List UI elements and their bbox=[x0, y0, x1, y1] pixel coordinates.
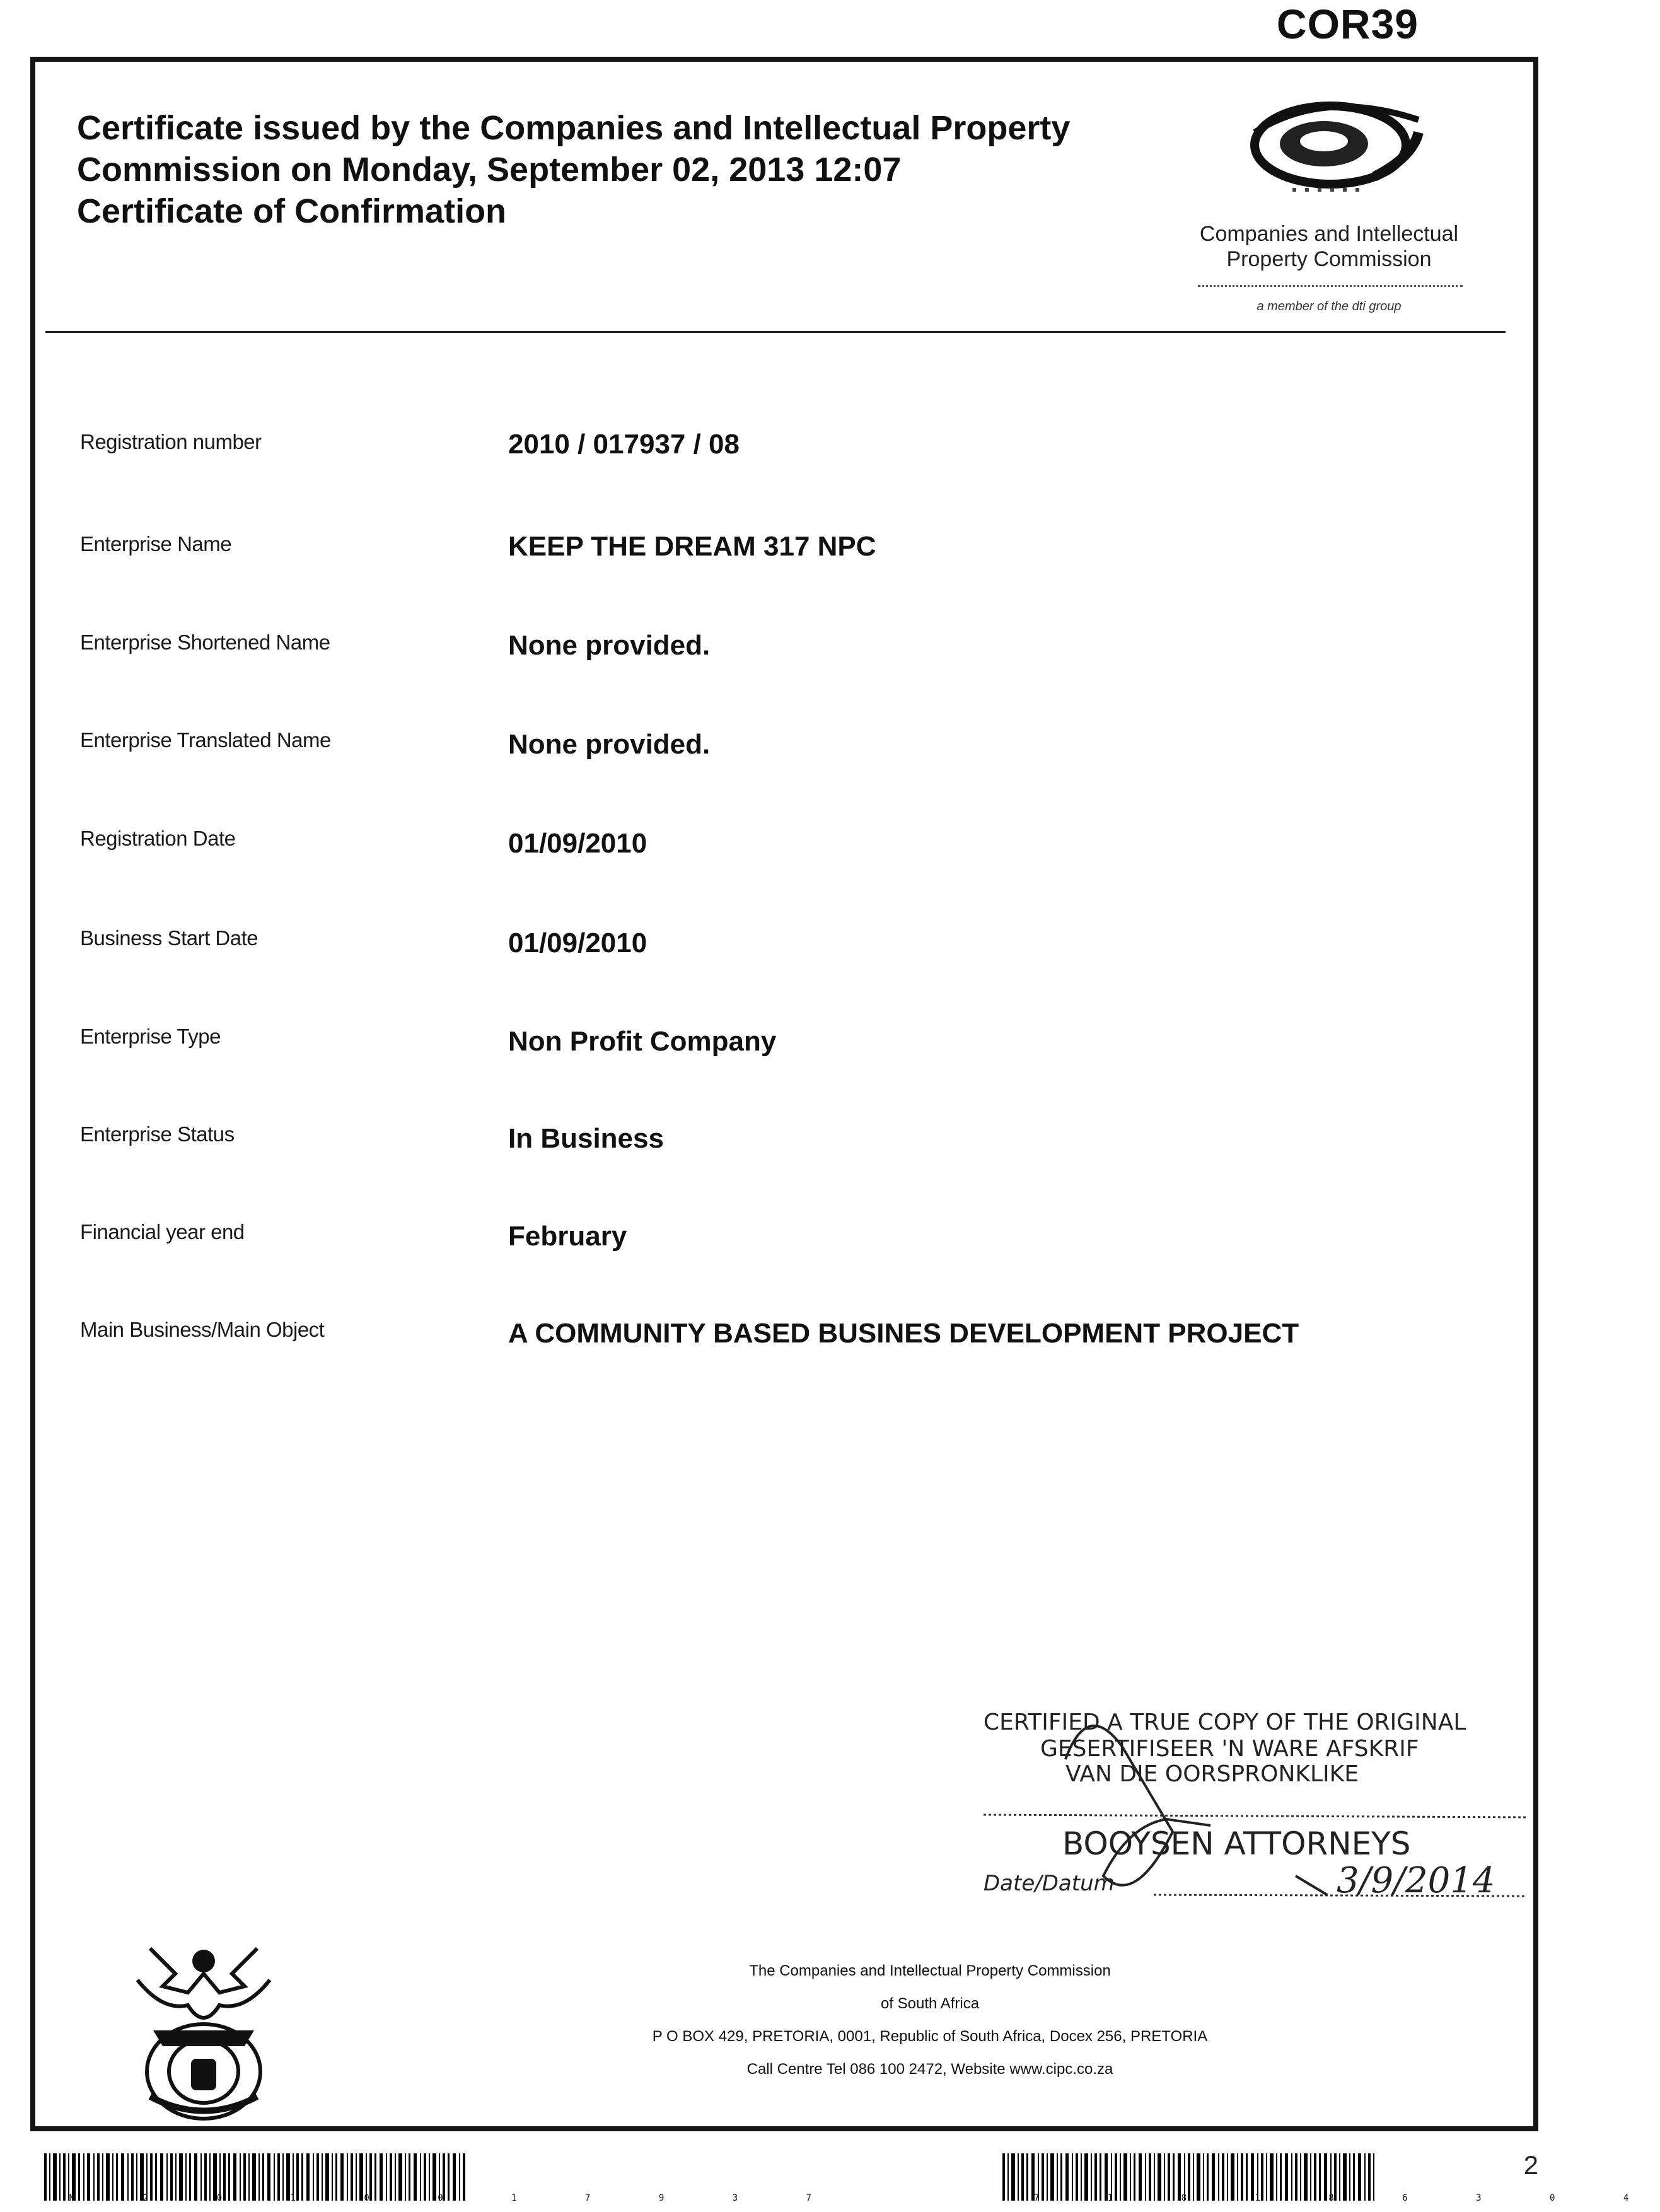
field-value-enterprise-status: In Business bbox=[508, 1123, 664, 1154]
footer-line-4: Call Centre Tel 086 100 2472, Website www.cipc.co.za bbox=[746, 2061, 1113, 2078]
field-label-enterprise-translated-name: Enterprise Translated Name bbox=[80, 728, 331, 752]
logo-divider bbox=[1198, 285, 1463, 287]
footer-line-1: The Companies and Intellectual Property Commission bbox=[749, 1962, 1111, 1979]
field-label-enterprise-type: Enterprise Type bbox=[80, 1025, 221, 1048]
stamp-line-2: GESERTIFISEER 'N WARE AFSKRIF bbox=[1040, 1736, 1419, 1762]
field-value-enterprise-type: Non Profit Company bbox=[508, 1026, 777, 1057]
field-label-financial-year-end: Financial year end bbox=[80, 1220, 245, 1243]
field-label-registration-number: Registration number bbox=[80, 430, 262, 453]
header-title-line-1: Certificate issued by the Companies and Intellectual Property bbox=[77, 109, 1071, 147]
coat-of-arms-icon bbox=[125, 1936, 282, 2125]
field-value-enterprise-shortened-name: None provided. bbox=[508, 630, 711, 661]
stamp-line-3: VAN DIE OORSPRONKLIKE bbox=[1065, 1761, 1359, 1787]
field-label-enterprise-status: Enterprise Status bbox=[80, 1122, 235, 1146]
header-divider bbox=[45, 331, 1506, 333]
left-barcode-digits: M 2 0 1 0 0 1 7 9 3 7 bbox=[69, 2193, 844, 2203]
footer-line-2: of South Africa bbox=[880, 1995, 980, 2012]
footer-line-3: P O BOX 429, PRETORIA, 0001, Republic of South Africa, Docex 256, PRETORIA bbox=[652, 2028, 1208, 2045]
field-value-financial-year-end: February bbox=[508, 1221, 627, 1252]
field-label-registration-date: Registration Date bbox=[80, 827, 236, 850]
logo-tagline: a member of the dti group bbox=[1257, 300, 1402, 313]
field-value-registration-date: 01/09/2010 bbox=[508, 828, 647, 859]
field-label-business-start-date: Business Start Date bbox=[80, 926, 258, 950]
field-value-enterprise-name: KEEP THE DREAM 317 NPC bbox=[508, 531, 876, 562]
page-number: 2 bbox=[1523, 2150, 1538, 2180]
certification-stamp bbox=[984, 1699, 1526, 1907]
stamp-firm-name: BOOYSEN ATTORNEYS bbox=[1062, 1825, 1411, 1862]
stamp-line-1: CERTIFIED A TRUE COPY OF THE ORIGINAL bbox=[984, 1709, 1466, 1735]
form-code: COR39 bbox=[1276, 1, 1419, 47]
logo-text-line-2: Property Commission bbox=[1226, 247, 1432, 271]
field-value-enterprise-translated-name: None provided. bbox=[508, 729, 711, 760]
stamp-handwritten-date: 3/9/2014 bbox=[1337, 1860, 1495, 1901]
field-value-registration-number: 2010 / 017937 / 08 bbox=[508, 429, 740, 460]
right-barcode-digits: 7 1 8 1 8 6 3 0 4 bbox=[1034, 2193, 1660, 2203]
field-label-enterprise-name: Enterprise Name bbox=[80, 532, 232, 556]
field-label-main-business: Main Business/Main Object bbox=[80, 1318, 325, 1341]
logo-text-line-1: Companies and Intellectual bbox=[1199, 222, 1459, 246]
stamp-date-label: Date/Datum bbox=[984, 1871, 1115, 1896]
cipc-logo-icon bbox=[1229, 76, 1437, 208]
header-title-line-2: Commission on Monday, September 02, 2013 12:07 bbox=[77, 151, 902, 189]
field-value-main-business: A COMMUNITY BASED BUSINES DEVELOPMENT PROJECT bbox=[508, 1318, 1299, 1349]
field-value-business-start-date: 01/09/2010 bbox=[508, 928, 647, 958]
field-label-enterprise-shortened-name: Enterprise Shortened Name bbox=[80, 631, 330, 654]
header-title-line-3: Certificate of Confirmation bbox=[77, 192, 507, 230]
